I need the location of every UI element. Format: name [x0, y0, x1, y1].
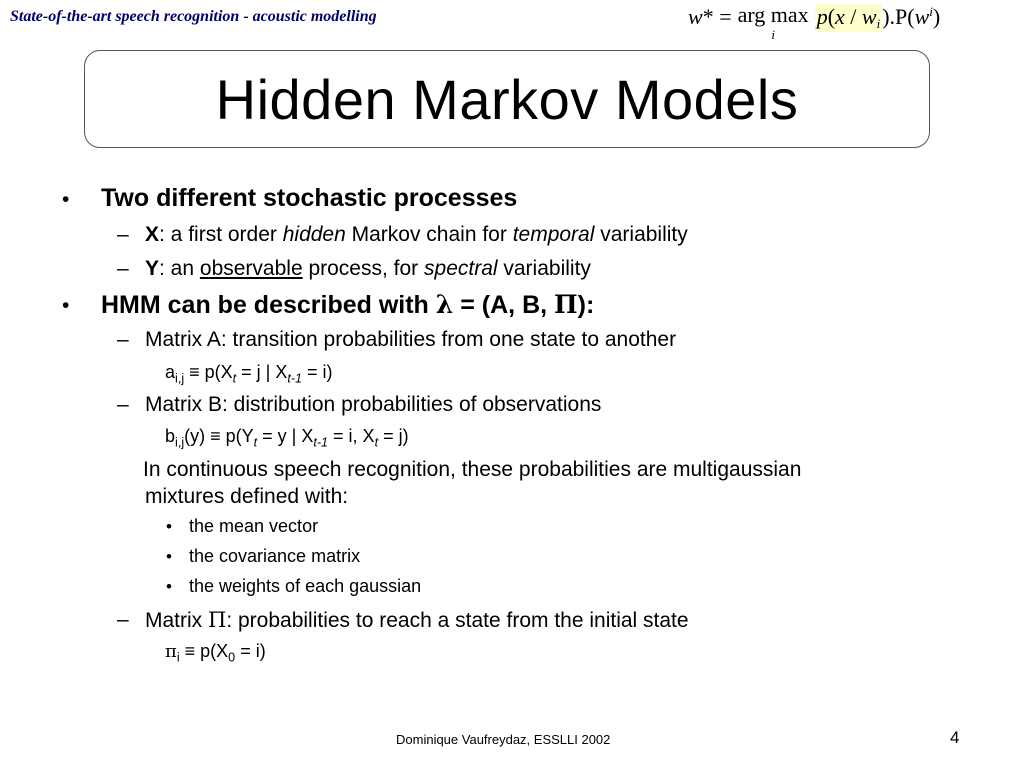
y-text-2: process, for	[302, 257, 425, 280]
a-sub: i,j	[175, 371, 185, 386]
y-spectral: spectral	[424, 257, 498, 280]
pi-symbol: Π	[554, 290, 578, 319]
formula-argmax-sub: i	[771, 27, 775, 42]
item-mean-vector: the mean vector	[189, 516, 319, 536]
b-sub: i,j	[175, 435, 185, 450]
a-symbol: a	[165, 362, 176, 382]
pi-text-1: Matrix	[145, 609, 208, 632]
x-temporal: temporal	[512, 223, 595, 246]
b-t: t	[253, 435, 258, 450]
x-label: X	[145, 223, 160, 246]
formula-p: p	[816, 4, 828, 29]
pi-end: = i)	[235, 641, 266, 661]
item-y-process	[145, 257, 591, 281]
bullet-stochastic-processes: Two different stochastic processes	[101, 184, 518, 212]
formula-wi-sub-2: i	[929, 4, 933, 19]
matrix-pi-formula	[165, 641, 266, 665]
item-matrix-b: Matrix B: distribution probabilities of observations	[145, 393, 602, 416]
x-text-1: : a first order	[159, 223, 283, 246]
slide-title: Hidden Markov Models	[215, 67, 799, 131]
item-gaussian-weights: the weights of each gaussian	[189, 576, 422, 596]
dash-marker: –	[117, 223, 129, 246]
item-x-process	[145, 223, 688, 247]
pi-text-2: : probabilities to reach a state from the initial state	[226, 609, 689, 632]
lambda-symbol: λ	[435, 290, 454, 319]
dash-marker: –	[117, 393, 129, 416]
formula-argmax-text: arg max	[737, 2, 809, 27]
pi-mid: ≡ p(X	[179, 641, 229, 661]
a-equiv: ≡ p(X	[184, 362, 233, 382]
b-mid2: = i, X	[328, 426, 375, 446]
item-matrix-a: Matrix A: transition probabilities from one state to another	[145, 328, 677, 351]
small-bullet-marker: •	[166, 547, 172, 566]
bullet-marker: •	[62, 294, 70, 317]
formula-slash: /	[844, 4, 862, 29]
formula-wi-sub-1: i	[876, 16, 881, 31]
b-t2: t	[374, 435, 379, 450]
matrix-b-formula	[165, 426, 409, 450]
formula-star-eq: * =	[702, 4, 732, 29]
y-text-1: : an	[159, 257, 200, 280]
item-matrix-pi	[145, 608, 689, 633]
matrix-a-formula	[165, 362, 333, 386]
y-label: Y	[145, 257, 160, 280]
b-t1: t-1	[313, 435, 329, 450]
b-symbol: b	[165, 426, 176, 446]
dash-marker: –	[117, 328, 129, 351]
x-hidden: hidden	[282, 223, 346, 246]
bullet-marker: •	[62, 188, 70, 211]
continuous-line-2: mixtures defined with:	[145, 485, 349, 508]
b2-end: ):	[577, 291, 595, 319]
pi-matrix-symbol: Π	[208, 608, 227, 632]
dash-marker: –	[117, 608, 129, 631]
b-p1: (y) ≡ p(Y	[184, 426, 254, 446]
a-mid: = j | X	[236, 362, 288, 382]
small-bullet-marker: •	[166, 577, 172, 596]
b2-mid: = (A, B,	[453, 291, 555, 319]
formula-wi-2: w	[914, 4, 930, 29]
footer-author: Dominique Vaufreydaz, ESSLLI 2002	[396, 732, 611, 747]
a-t: t	[232, 371, 237, 386]
formula-wi-1: w	[861, 4, 877, 29]
a-end: = i)	[302, 362, 333, 382]
formula-close: )	[932, 4, 941, 29]
small-bullet-marker: •	[166, 517, 172, 536]
a-t1: t-1	[287, 371, 303, 386]
pi-zero: 0	[228, 650, 236, 665]
course-header: State-of-the-art speech recognition - acoustic modelling	[10, 8, 377, 25]
page-number: 4	[950, 728, 960, 747]
x-text-3: variability	[594, 223, 688, 246]
b-end: = j)	[378, 426, 409, 446]
formula-dotP: ).P(	[882, 4, 915, 29]
b-mid1: = y | X	[257, 426, 314, 446]
bullet-hmm-described	[101, 290, 594, 320]
item-covariance-matrix: the covariance matrix	[189, 546, 361, 566]
formula-w: w	[688, 4, 703, 29]
x-text-2: Markov chain for	[345, 223, 513, 246]
y-observable: observable	[199, 257, 303, 280]
formula-likelihood-highlight: $p(x / w_i$	[816, 4, 881, 31]
formula-x: x	[835, 4, 845, 29]
b2-text: HMM can be described with	[101, 291, 436, 319]
continuous-line-1: In continuous speech recognition, these probabilities are multigaussian	[143, 458, 802, 481]
pi-sub: i	[176, 650, 180, 665]
pi-small-symbol: π	[165, 641, 177, 662]
dash-marker: –	[117, 257, 129, 280]
y-text-3: variability	[497, 257, 591, 280]
